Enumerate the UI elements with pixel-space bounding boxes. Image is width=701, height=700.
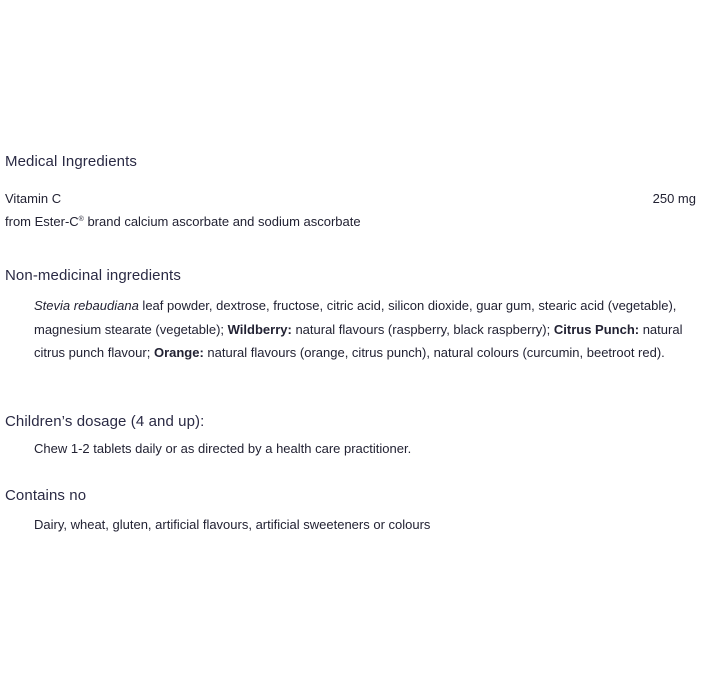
wildberry-text: natural flavours (raspberry, black raspberry); <box>291 321 554 337</box>
wildberry-label: Wildberry: <box>227 321 292 337</box>
contains-no-text: Dairy, wheat, gluten, artificial flavours, artificial sweeteners or colours <box>34 517 431 532</box>
stevia-species: Stevia rebaudiana <box>34 298 139 313</box>
dosage-heading: Children’s dosage (4 and up): <box>5 413 205 430</box>
non-medicinal-text-1: leaf powder, dextrose, fructose, citric acid, silicon dioxide, guar gum, stearic acid (vegetable), magnesium stearate (vegetable); <box>34 298 677 337</box>
dosage-text: Chew 1-2 tablets daily or as directed by a health care practitioner. <box>34 441 412 456</box>
source-suffix: brand calcium ascorbate and sodium ascorbate <box>83 214 361 229</box>
medical-ingredients-heading: Medical Ingredients <box>5 153 137 170</box>
citrus-punch-text: natural citrus punch flavour; <box>34 321 683 360</box>
ingredient-amount: 250 mg <box>652 191 696 206</box>
ingredient-name: Vitamin C <box>5 191 62 206</box>
orange-text: natural flavours (orange, citrus punch), natural colours (curcumin, beetroot red). <box>203 345 665 360</box>
registered-mark: ® <box>78 216 84 223</box>
citrus-punch-label: Citrus Punch: <box>553 321 640 337</box>
non-medicinal-heading: Non-medicinal ingredients <box>5 267 181 284</box>
non-medicinal-paragraph <box>34 294 694 365</box>
contains-no-heading: Contains no <box>5 487 87 504</box>
source-prefix: from Ester-C <box>5 214 79 229</box>
ingredient-source <box>5 214 361 229</box>
orange-label: Orange: <box>153 345 204 360</box>
